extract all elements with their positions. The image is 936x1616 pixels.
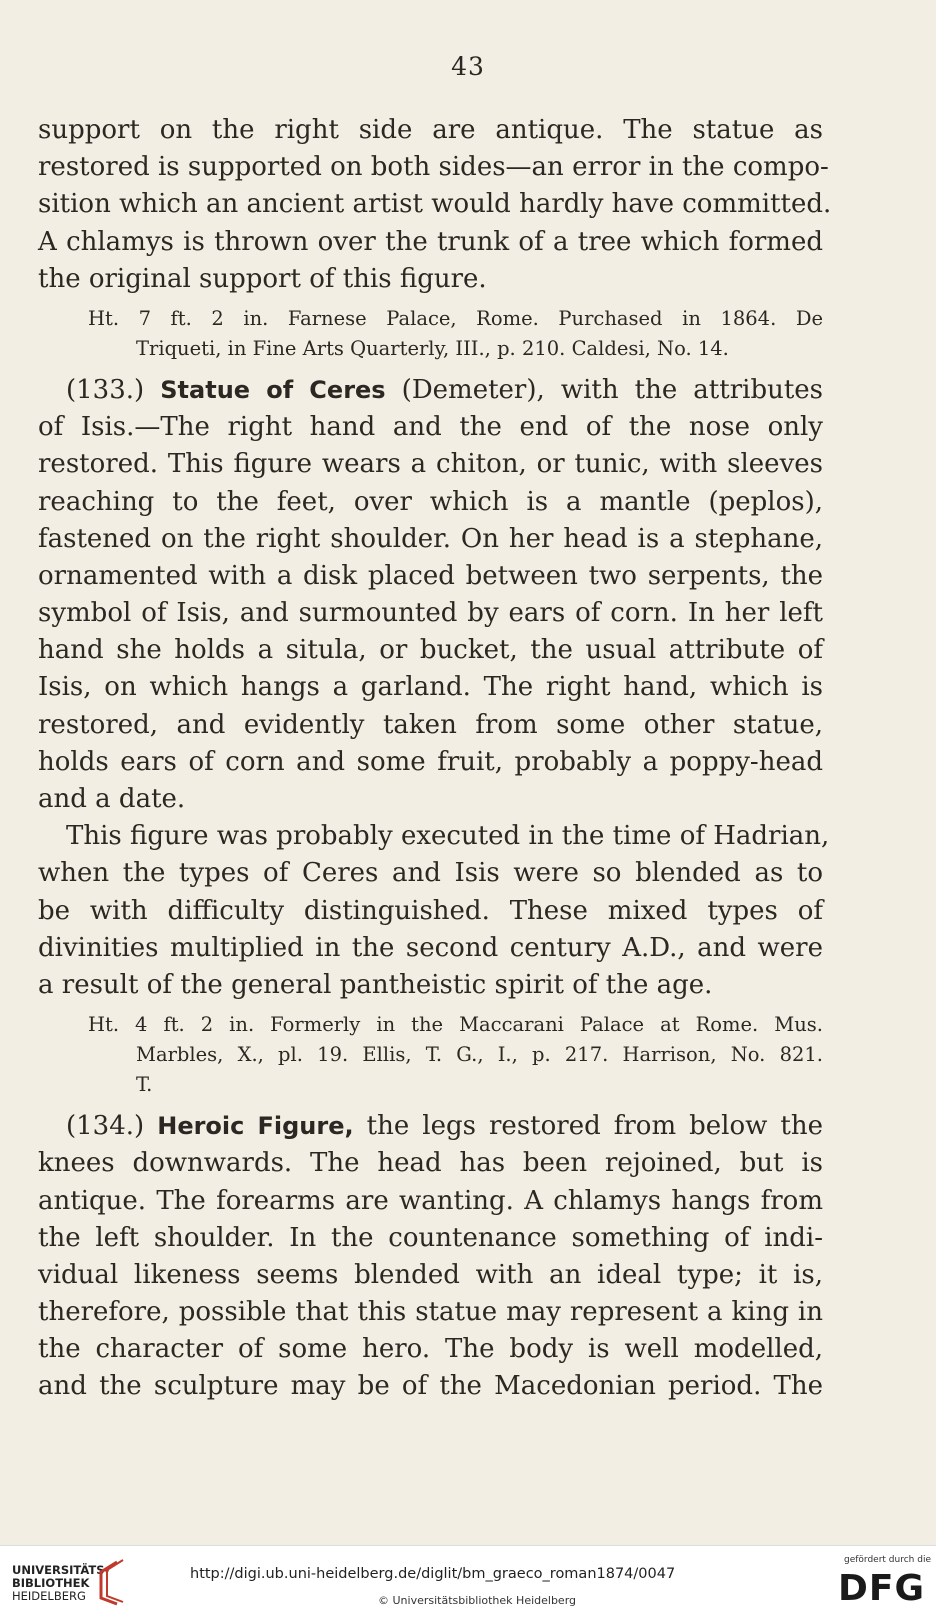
- text-line: restored is supported on both sides—an error in the compo-: [38, 152, 829, 183]
- text-line: the original support of this figure.: [38, 263, 487, 294]
- text-line: Isis, on which hangs a garland. The right hand, which is: [38, 672, 823, 703]
- footnote-line: T.: [136, 1073, 153, 1097]
- text-line: and a date.: [38, 784, 186, 814]
- text-line: reaching to the feet, over which is a mantle (peplos),: [38, 486, 823, 517]
- text-line: hand she holds a situla, or bucket, the usual attribute of: [38, 635, 823, 666]
- entry-heading: Heroic Figure,: [157, 1112, 354, 1141]
- entry-heading: Statue of Ceres: [160, 375, 386, 404]
- text-line: a result of the general pantheistic spirit of the age.: [38, 969, 713, 1000]
- text-line: divinities multiplied in the second century A.D., and were: [38, 932, 823, 963]
- footnote-line: Ht. 4 ft. 2 in. Formerly in the Maccarani Palace at Rome. Mus.: [88, 1013, 823, 1037]
- text-line: restored. This figure wears a chiton, or tunic, with sleeves: [38, 449, 823, 480]
- text-line: fastened on the right shoulder. On her head is a stephane,: [38, 523, 823, 554]
- text-line: This figure was probably executed in the time of Hadrian,: [66, 821, 830, 852]
- text-line: therefore, possible that this statue may represent a king in: [38, 1297, 823, 1328]
- entry-number: (134.): [66, 1111, 145, 1142]
- dfg-logo: DFG: [838, 1568, 926, 1609]
- entry-133-heading-line: [38, 372, 823, 409]
- entry-134-heading-line: [38, 1108, 823, 1145]
- footnote-line: Triqueti, in Fine Arts Quarterly, III., p. 210. Caldesi, No. 14.: [136, 336, 729, 360]
- entry-heading-rest: (Demeter), with the attributes: [401, 374, 824, 405]
- text-line: holds ears of corn and some fruit, probably a poppy-head: [38, 746, 823, 777]
- entry-number: (133.): [66, 374, 145, 405]
- text-line: symbol of Isis, and surmounted by ears of corn. In her left: [38, 598, 823, 629]
- text-line: restored, and evidently taken from some other statue,: [38, 709, 823, 740]
- text-line: the character of some hero. The body is well modelled,: [38, 1334, 823, 1365]
- funder-note: gefördert durch die: [844, 1555, 931, 1565]
- text-line: knees downwards. The head has been rejoined, but is: [38, 1148, 823, 1179]
- footnote-line: Marbles, X., pl. 19. Ellis, T. G., I., p. 217. Harrison, No. 821.: [136, 1043, 823, 1067]
- text-line: the left shoulder. In the countenance something of indi-: [38, 1222, 823, 1253]
- text-line: vidual likeness seems blended with an ideal type; it is,: [38, 1259, 823, 1290]
- text-line: antique. The forearms are wanting. A chlamys hangs from: [38, 1185, 823, 1216]
- text-line: ornamented with a disk placed between two serpents, the: [38, 560, 823, 591]
- text-line: and the sculpture may be of the Macedonian period. The: [38, 1371, 823, 1402]
- text-line: of Isis.—The right hand and the end of the nose only: [38, 412, 823, 443]
- page-text: [38, 112, 832, 1406]
- entry-heading-rest: the legs restored from below the: [366, 1111, 824, 1142]
- copyright-notice: © Universitätsbibliothek Heidelberg: [378, 1594, 577, 1607]
- library-logo: UNIVERSITÄTS- BIBLIOTHEK HEIDELBERG: [12, 1563, 110, 1603]
- permalink-url[interactable]: http://digi.ub.uni-heidelberg.de/diglit/bm_graeco_roman1874/0047: [190, 1566, 676, 1582]
- text-line: A chlamys is thrown over the trunk of a tree which formed: [38, 226, 823, 257]
- viewer-footer: [0, 1545, 936, 1616]
- footnote-line: Ht. 7 ft. 2 in. Farnese Palace, Rome. Purchased in 1864. De: [88, 306, 823, 330]
- text-line: support on the right side are antique. The statue as: [38, 115, 823, 145]
- text-line: when the types of Ceres and Isis were so blended as to: [38, 858, 823, 889]
- text-line: sition which an ancient artist would hardly have committed.: [38, 189, 832, 220]
- text-line: be with difficulty distinguished. These mixed types of: [38, 895, 823, 926]
- page-number: 43: [451, 52, 485, 81]
- library-emblem-icon: [95, 1558, 129, 1606]
